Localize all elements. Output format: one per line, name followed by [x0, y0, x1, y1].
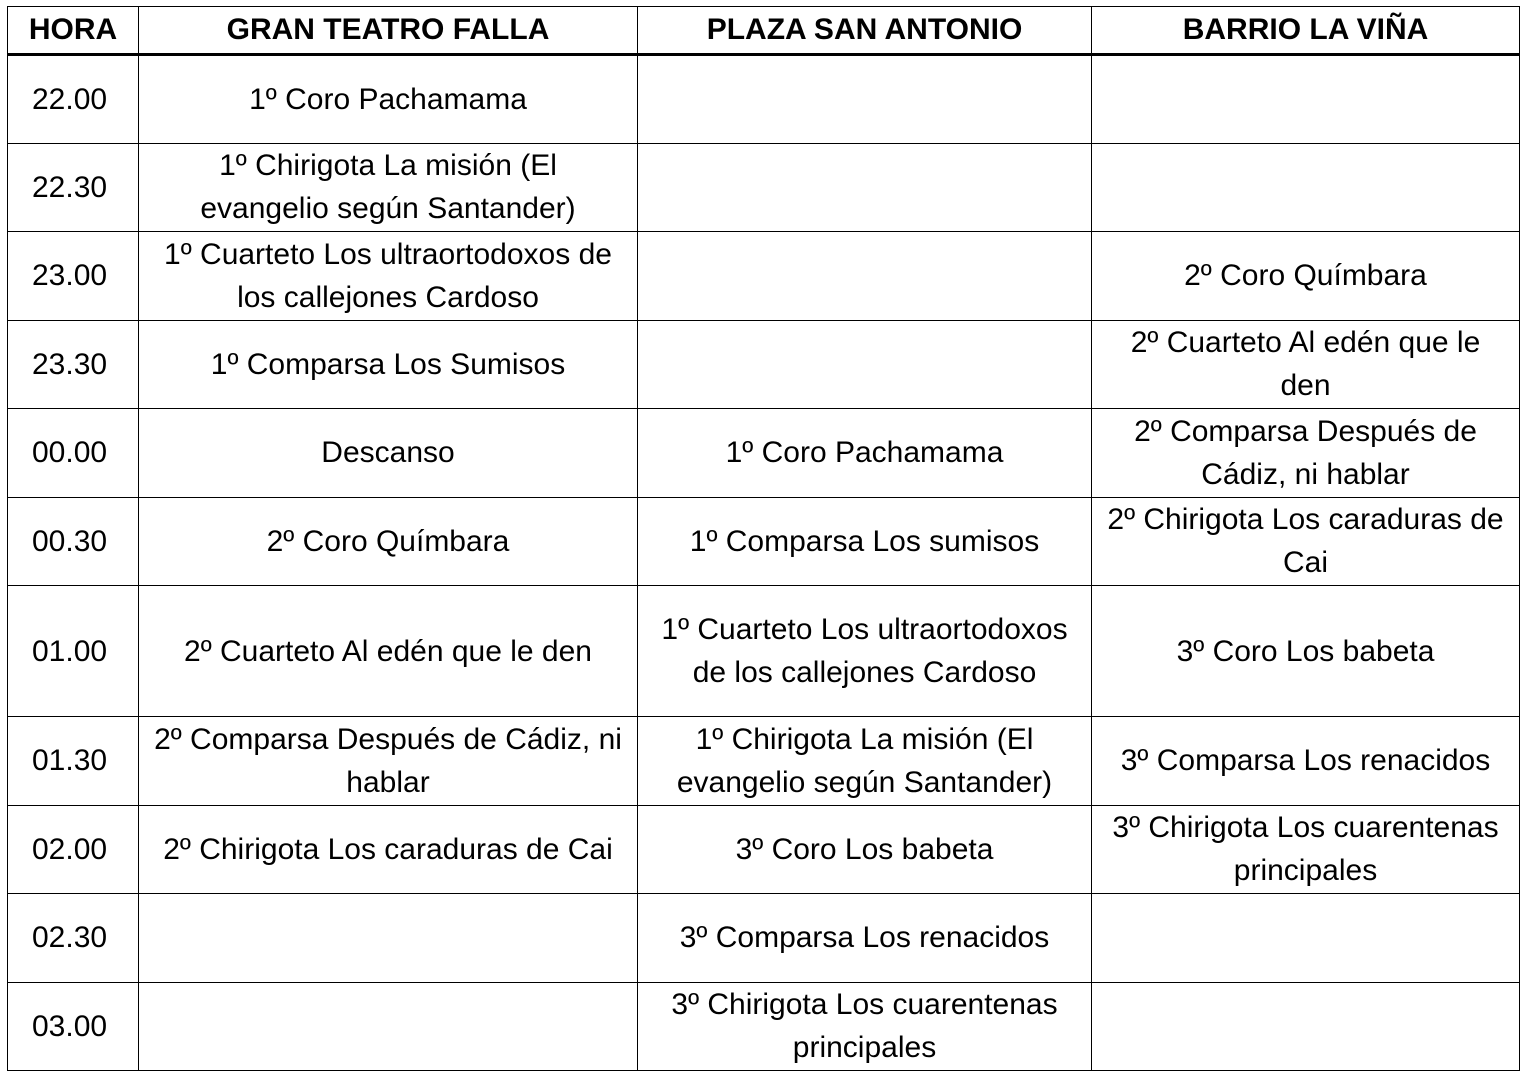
table-row [8, 55, 1520, 144]
falla-cell [139, 894, 638, 983]
header-plaza-san-antonio: PLAZA SAN ANTONIO [638, 7, 1092, 55]
falla-cell: 1º Cuarteto Los ultraortodoxos de los callejones Cardoso [139, 232, 638, 321]
vina-cell [1092, 143, 1520, 232]
falla-cell: 2º Coro Químbara [139, 497, 638, 586]
schedule-table [7, 6, 1520, 1071]
hora-cell: 22.30 [8, 143, 139, 232]
table-row [8, 894, 1520, 983]
plaza-cell: 3º Chirigota Los cuarentenas principales [638, 982, 1092, 1071]
plaza-cell [638, 143, 1092, 232]
plaza-cell [638, 232, 1092, 321]
hora-cell: 00.00 [8, 409, 139, 498]
plaza-cell [638, 55, 1092, 144]
vina-cell [1092, 55, 1520, 144]
falla-cell: 2º Chirigota Los caraduras de Cai [139, 805, 638, 894]
hora-cell: 22.00 [8, 55, 139, 144]
plaza-cell: 1º Cuarteto Los ultraortodoxos de los callejones Cardoso [638, 586, 1092, 717]
table-row [8, 409, 1520, 498]
hora-cell: 01.00 [8, 586, 139, 717]
vina-cell: 3º Comparsa Los renacidos [1092, 717, 1520, 806]
vina-cell: 2º Chirigota Los caraduras de Cai [1092, 497, 1520, 586]
falla-cell: Descanso [139, 409, 638, 498]
plaza-cell: 1º Chirigota La misión (El evangelio según Santander) [638, 717, 1092, 806]
header-hora: HORA [8, 7, 139, 55]
plaza-cell [638, 320, 1092, 409]
table-row [8, 143, 1520, 232]
table-row [8, 232, 1520, 321]
hora-cell: 03.00 [8, 982, 139, 1071]
falla-cell: 1º Comparsa Los Sumisos [139, 320, 638, 409]
table-row [8, 586, 1520, 717]
falla-cell: 1º Coro Pachamama [139, 55, 638, 144]
vina-cell: 2º Cuarteto Al edén que le den [1092, 320, 1520, 409]
falla-cell: 1º Chirigota La misión (El evangelio según Santander) [139, 143, 638, 232]
vina-cell: 3º Coro Los babeta [1092, 586, 1520, 717]
vina-cell: 3º Chirigota Los cuarentenas principales [1092, 805, 1520, 894]
falla-cell: 2º Cuarteto Al edén que le den [139, 586, 638, 717]
table-row [8, 717, 1520, 806]
table-row [8, 320, 1520, 409]
hora-cell: 02.30 [8, 894, 139, 983]
hora-cell: 02.00 [8, 805, 139, 894]
header-gran-teatro-falla: GRAN TEATRO FALLA [139, 7, 638, 55]
plaza-cell: 3º Comparsa Los renacidos [638, 894, 1092, 983]
hora-cell: 01.30 [8, 717, 139, 806]
vina-cell: 2º Comparsa Después de Cádiz, ni hablar [1092, 409, 1520, 498]
header-row [8, 7, 1520, 55]
hora-cell: 23.30 [8, 320, 139, 409]
table-header [8, 7, 1520, 55]
falla-cell [139, 982, 638, 1071]
hora-cell: 00.30 [8, 497, 139, 586]
hora-cell: 23.00 [8, 232, 139, 321]
vina-cell [1092, 894, 1520, 983]
plaza-cell: 1º Coro Pachamama [638, 409, 1092, 498]
vina-cell: 2º Coro Químbara [1092, 232, 1520, 321]
table-row [8, 497, 1520, 586]
table-row [8, 982, 1520, 1071]
vina-cell [1092, 982, 1520, 1071]
table-row [8, 805, 1520, 894]
header-barrio-la-vina: BARRIO LA VIÑA [1092, 7, 1520, 55]
falla-cell: 2º Comparsa Después de Cádiz, ni hablar [139, 717, 638, 806]
plaza-cell: 3º Coro Los babeta [638, 805, 1092, 894]
table-body [8, 55, 1520, 1071]
plaza-cell: 1º Comparsa Los sumisos [638, 497, 1092, 586]
